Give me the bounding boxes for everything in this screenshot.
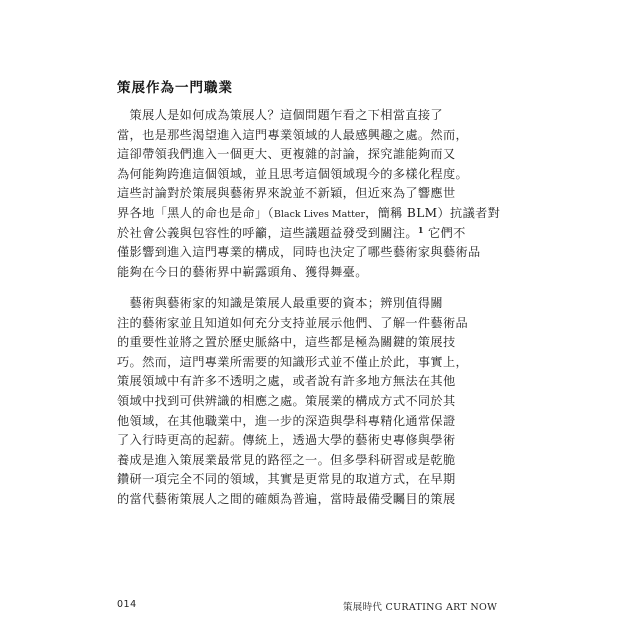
page-number: 014 <box>117 599 137 610</box>
paragraph-1-line: 這卻帶領我們進入一個更大、更複雜的討論，探究誰能夠而又 <box>117 147 456 162</box>
paragraph-2-line: 的當代藝術策展人之間的確頗為普遍，當時最備受矚目的策展 <box>117 491 456 506</box>
paragraph-2 <box>117 294 469 510</box>
text-run: 於社會公義與包容性的呼籲，這些議題益發受到關注。 <box>117 225 418 240</box>
footnote-marker[interactable]: 1 <box>417 224 424 235</box>
running-head: 策展時代 CURATING ART NOW <box>343 602 498 613</box>
paragraph-1-line <box>117 204 501 224</box>
paragraph-1-line <box>117 224 466 244</box>
paragraph-2-line: 了入行時更高的起薪。傳統上，透過大學的藝術史專修與學術 <box>117 433 456 448</box>
english-term: Black Lives Matter <box>273 208 366 220</box>
text-run: 界各地「黑人的命也是命」（ <box>117 205 274 220</box>
section-heading: 策展作為一門職業 <box>117 80 233 96</box>
paragraph-1-line: 能夠在今日的藝術界中嶄露頭角、獲得舞臺。 <box>117 264 368 279</box>
paragraph-1-line: 這些討論對於策展與藝術界來說並不新穎，但近來為了響應世 <box>117 186 456 201</box>
text-run: ，簡稱 BLM）抗議者對 <box>365 205 501 220</box>
text-run: 它們不 <box>423 225 466 240</box>
paragraph-1 <box>117 106 501 282</box>
paragraph-2-line: 養成是進入策展業最常見的路徑之一。但多學科研習或是乾脆 <box>117 452 456 467</box>
paragraph-2-line: 鑽研一項完全不同的領域，其實是更常見的取道方式，在早期 <box>117 472 456 487</box>
paragraph-2-line: 策展領域中有許多不透明之處，或者說有許多地方無法在其他 <box>117 374 456 389</box>
paragraph-2-line: 注的藝術家並且知道如何充分支持並展示他們、了解一件藝術品 <box>117 315 469 330</box>
paragraph-2-line: 的重要性並將之置於歷史脈絡中，這些都是極為關鍵的策展技 <box>117 335 456 350</box>
paragraph-1-line: 策展人是如何成為策展人？這個問題乍看之下相當直接了 <box>117 108 443 122</box>
paragraph-2-line: 藝術與藝術家的知識是策展人最重要的資本；辨別值得關 <box>117 296 443 310</box>
paragraph-2-line: 他領域，在其他職業中，進一步的深造與學科專精化通常保證 <box>117 413 456 428</box>
paragraph-1-line: 僅影響到進入這門專業的構成，同時也決定了哪些藝術家與藝術品 <box>117 245 481 260</box>
paragraph-1-line: 為何能夠跨進這個領域，並且思考這個領域現今的多樣化程度。 <box>117 166 469 181</box>
paragraph-2-line: 領域中找到可供辨識的相應之處。策展業的構成方式不同於其 <box>117 393 456 408</box>
paragraph-2-line: 巧。然而，這門專業所需要的知識形式並不僅止於此，事實上， <box>117 354 469 369</box>
paragraph-1-line: 當，也是那些渴望進入這門專業領域的人最感興趣之處。然而， <box>117 127 469 142</box>
